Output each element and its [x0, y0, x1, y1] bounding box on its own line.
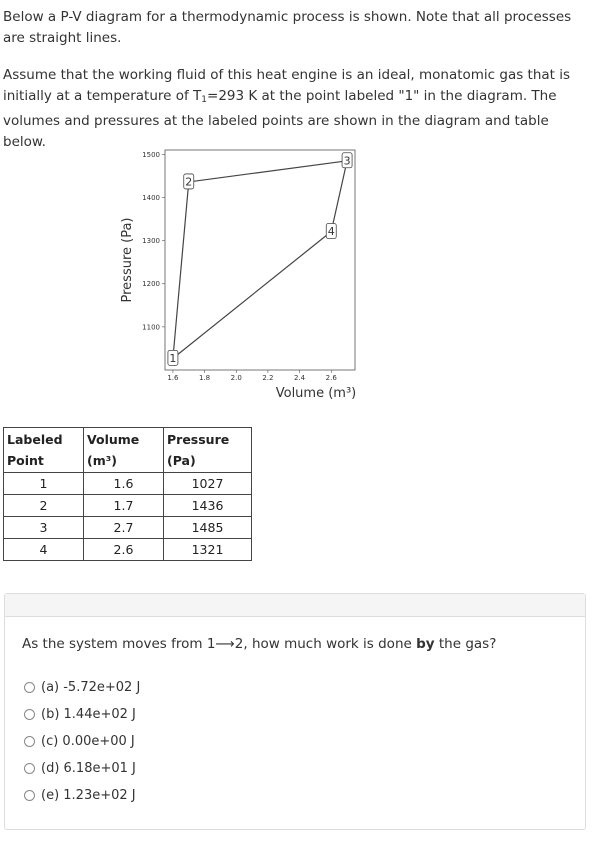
x-tick-label: 2.4 [294, 374, 306, 382]
x-tick-label: 2.2 [262, 374, 274, 382]
point-label: 3 [343, 154, 351, 168]
x-tick-label: 1.6 [167, 374, 179, 382]
answer-label-d: (d) 6.18e+01 J [41, 760, 136, 776]
intro-text-1: Below a P-V diagram for a thermodynamic process is shown. Note that all processes are straight lines. [3, 9, 572, 46]
table-cell: 3 [4, 517, 84, 539]
x-tick-label: 2.0 [230, 374, 242, 382]
question-emphasis: by [416, 636, 435, 652]
temperature-subscript: 1 [201, 95, 208, 105]
table-row [4, 473, 252, 495]
answer-option-c[interactable] [24, 732, 135, 750]
table-cell: 1027 [164, 473, 252, 495]
process-line-4-1 [173, 232, 331, 359]
answer-option-e[interactable] [24, 786, 136, 804]
table-cell: 1 [4, 473, 84, 495]
table-cell: 1.6 [84, 473, 164, 495]
table-row [4, 539, 252, 561]
intro-paragraph-1 [3, 7, 593, 49]
x-tick-label: 2.6 [325, 374, 337, 382]
answer-label-c: (c) 0.00e+00 J [41, 733, 135, 749]
x-axis-label: Volume (m³) [275, 386, 357, 401]
radio-button-a[interactable] [24, 682, 35, 693]
point-label: 1 [169, 351, 177, 365]
answer-label-e: (e) 1.23e+02 J [41, 787, 136, 803]
table-header-row [4, 428, 252, 473]
header-pressure: Pressure (Pa) [164, 428, 252, 473]
radio-button-b[interactable] [24, 709, 35, 720]
point-label: 2 [185, 175, 193, 189]
answer-option-b[interactable] [24, 705, 136, 723]
y-tick-label: 1400 [142, 193, 160, 202]
chart-ticks [142, 151, 337, 382]
question-text: As the system moves from 1⟶2, how much work is done by the gas? [22, 636, 497, 652]
radio-button-c[interactable] [24, 736, 35, 747]
y-axis-label: Pressure (Pa) [120, 217, 135, 303]
answer-option-a[interactable] [24, 678, 140, 696]
intro-text-2b: =293 K at the point labeled "1" in the diagram. The volumes and pressures at the labeled points are shown in the diagram and table below. [3, 88, 557, 150]
table-cell: 4 [4, 539, 84, 561]
answer-option-d[interactable] [24, 759, 136, 777]
process-line-1-2 [173, 182, 189, 358]
pv-diagram [110, 140, 410, 405]
table-cell: 2.6 [84, 539, 164, 561]
chart-point-labels [168, 153, 352, 366]
point-label: 4 [327, 225, 335, 239]
table-cell: 2 [4, 495, 84, 517]
table-row [4, 517, 252, 539]
y-tick-label: 1100 [142, 323, 160, 332]
answer-label-a: (a) -5.72e+02 J [41, 679, 141, 695]
process-line-2-3 [189, 161, 347, 182]
radio-button-d[interactable] [24, 763, 35, 774]
y-tick-label: 1300 [142, 237, 160, 246]
table-cell: 1436 [164, 495, 252, 517]
table-cell: 1321 [164, 539, 252, 561]
question-panel [4, 593, 586, 830]
intro-text-2a: Assume that the working fluid of this heat engine is an ideal, monatomic gas that is initially at a temperature of T [3, 67, 571, 104]
y-tick-label: 1200 [142, 280, 160, 289]
table-row [4, 495, 252, 517]
header-labeled-point: Labeled Point [4, 428, 84, 473]
process-line-3-4 [331, 161, 347, 232]
values-table [3, 427, 252, 561]
table-cell: 1485 [164, 517, 252, 539]
question-panel-header [5, 594, 585, 617]
radio-button-e[interactable] [24, 790, 35, 801]
table-cell: 1.7 [84, 495, 164, 517]
chart-process-lines [173, 161, 347, 359]
x-tick-label: 1.8 [199, 374, 211, 382]
y-tick-label: 1500 [142, 150, 160, 159]
table-cell: 2.7 [84, 517, 164, 539]
header-volume: Volume (m³) [84, 428, 164, 473]
answer-label-b: (b) 1.44e+02 J [41, 706, 136, 722]
